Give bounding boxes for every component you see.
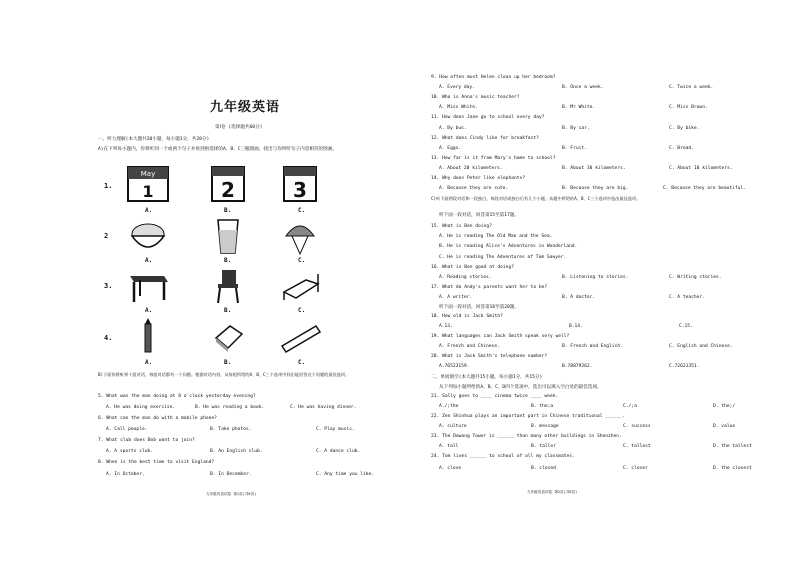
pic-label-2c: C. (298, 257, 306, 264)
calendar-may-1-picture (124, 164, 172, 204)
ice-cream-icon (276, 216, 324, 256)
section1-heading: 一、听力理解(本大题共20小题，每小题1分，共20分) (98, 137, 210, 142)
q9-option-c: C. Twice a week. (669, 85, 714, 90)
pic-label-4a: A. (145, 359, 153, 366)
pic-label-4c: C. (298, 359, 306, 366)
ruler-icon (276, 316, 324, 356)
q11-option-c: C. By bike. (669, 126, 700, 131)
section2-heading: 二、单项填空(本大题共15小题，每小题1分，共15分) (431, 375, 543, 380)
section2-instructions: 从下列每小题所给的A、B、C、D四个选项中，选出可以填入空白处的最佳选项。 (439, 385, 602, 390)
pic-label-1a: A. (145, 207, 153, 214)
right-page-footer: 九年级英语试卷 第2页(共6页) (527, 490, 578, 494)
row-label-3: 3. (104, 282, 113, 290)
question-23: 23. The Dawang Tower is ______ than many other buildings in Shenzhen. (431, 434, 622, 439)
pic-label-3b: B. (224, 307, 232, 314)
calendar-day-a: 1 (142, 182, 154, 201)
question-18: 18. How old is Jack Smith? (431, 314, 503, 319)
pic-label-4b: B. (224, 359, 232, 366)
row-label-4: 4. (104, 334, 113, 342)
q12-option-c: C. Bread. (669, 146, 694, 151)
q14-option-b: B. Because they are big. (562, 186, 629, 191)
exam-title: 九年级英语 (210, 100, 281, 115)
q20-option-a: A.76523159. (439, 364, 470, 369)
q24-option-b: B. closed (531, 466, 556, 471)
question-24: 24. Tom lives ______ to school of all my classmates. (431, 454, 575, 459)
q13-option-a: A. About 20 kilometers. (439, 166, 503, 171)
q20-option-b: B.78879262. (562, 364, 593, 369)
question-10: 10. Who is Anna's music teacher? (431, 95, 520, 100)
question-5: 5. What was the man doing at 8 o'clock yesterday evening? (98, 394, 256, 399)
q11-option-a: A. By bus. (439, 126, 467, 131)
q23-option-b: B. taller (531, 444, 556, 449)
q14-option-c: C. Because they are beautiful. (663, 186, 746, 191)
question-12: 12. What does Cindy like for breakfast? (431, 136, 539, 141)
pic-label-3a: A. (145, 307, 153, 314)
q16-option-a: A. Reading stories. (439, 275, 492, 280)
q6-option-b: B. Take photos. (210, 427, 252, 432)
calendar-may-2-picture (204, 164, 252, 204)
question-13: 13. How far is it from Mary's home to school? (431, 156, 556, 161)
question-7: 7. What club does Bob want to join? (98, 438, 195, 443)
q17-option-a: A. A writer. (439, 295, 473, 300)
row-label-1: 1. (104, 182, 113, 190)
q5-option-c: C. He was having dinner. (290, 405, 357, 410)
bed-icon (276, 266, 324, 306)
q16-option-c: C. Writing stories. (669, 275, 722, 280)
q6-option-c: C. Play music. (316, 427, 355, 432)
sub-instruction-1: 听下面一段对话，回答第15至第17题。 (439, 213, 519, 218)
q24-option-a: A. close (439, 466, 462, 471)
left-page-footer: 九年级英语试卷 第1页(共6页) (206, 492, 257, 496)
q23-option-a: A. tall (439, 444, 459, 449)
calendar-may-3-picture (276, 164, 324, 204)
eraser-icon (204, 316, 252, 356)
section1-a-instructions: A)在下列每小题内，你将听到一个或两个句子并看到供选择的A、B、C三幅图画，找出与你所听句子内容相符的图画。 (98, 147, 337, 152)
section1-b-instructions: B)下面你将听到十组对话，每组对话都有一个问题。根据对话内容，从每组所给的A、B、C三个选项中找出能回答这个问题的最佳选项。 (98, 372, 350, 377)
q10-option-b: B. Mr White. (562, 105, 596, 110)
q22-option-d: D. value (713, 424, 736, 429)
q24-option-d: D. the closest (713, 466, 752, 471)
q7-option-a: A. A sports club. (106, 449, 154, 454)
q17-option-b: B. A doctor. (562, 295, 596, 300)
q8-option-b: B. In December. (210, 472, 252, 477)
q13-option-c: C. About 10 kilometers. (669, 166, 733, 171)
part1-heading: 第Ⅰ卷 (选择题共60分) (215, 125, 263, 130)
q13-option-b: B. About 30 kilometers. (562, 166, 626, 171)
q15-option-b: B. He is reading Alice's Adventures in Wonderland. (439, 244, 578, 249)
question-8: 8. When is the best time to visit England? (98, 460, 215, 465)
q10-option-c: C. Miss Brown. (669, 105, 708, 110)
q23-option-c: C. tallest (623, 444, 651, 449)
pic-label-1c: C. (298, 207, 306, 214)
rice-bowl-icon (124, 216, 172, 256)
q7-option-c: C. A dance club. (316, 449, 361, 454)
question-15: 15. What is Ben doing? (431, 224, 492, 229)
q18-option-a: A.13. (439, 324, 453, 329)
question-22: 22. Zen Shinhua plays an important part in Chinese traditional ______. (431, 414, 625, 419)
row-label-2: 2 (104, 232, 109, 240)
q11-option-b: B. By car. (562, 126, 590, 131)
q20-option-c: C.72621351. (669, 364, 700, 369)
chair-icon (204, 266, 252, 306)
q9-option-b: B. Once a week. (562, 85, 604, 90)
q12-option-b: B. Fruit. (562, 146, 587, 151)
page-right (397, 0, 794, 562)
question-20: 20. What is Jack Smith's telephone number? (431, 354, 548, 359)
q16-option-b: B. Listening to stories. (562, 275, 629, 280)
calendar-month-text: May (140, 170, 156, 178)
q15-option-c: C. He is reading The Adventures of Tom Sawyer. (439, 255, 567, 260)
q17-option-c: C. A teacher. (669, 295, 705, 300)
q19-option-b: B. French and English. (562, 344, 623, 349)
question-9: 9. How often must Helen clean up her bedroom? (431, 75, 556, 80)
q21-option-a: A./;the (439, 404, 459, 409)
question-19: 19. What languages can Jack Smith speak very well? (431, 334, 570, 339)
milk-glass-icon (204, 216, 252, 256)
q21-option-d: D. the;/ (713, 404, 736, 409)
q9-option-a: A. Every day. (439, 85, 475, 90)
pencil-icon (124, 316, 172, 356)
q5-option-b: B. He was reading a book. (195, 405, 265, 410)
q19-option-c: C. English and Chinese. (669, 344, 733, 349)
question-16: 16. What is Ben good at doing? (431, 265, 514, 270)
question-17: 17. What do Andy's parents want her to be? (431, 285, 548, 290)
q5-option-a: A. He was doing exercise. (106, 405, 176, 410)
question-11: 11. How does Jane go to school every day? (431, 115, 545, 120)
calendar-day-c: 3 (293, 178, 307, 202)
q8-option-a: A. In October. (106, 472, 145, 477)
q22-option-b: B. message (531, 424, 559, 429)
q18-option-b: B.14. (569, 324, 583, 329)
q23-option-d: D. the tallest (713, 444, 752, 449)
q21-option-c: C./;a (623, 404, 637, 409)
question-21: 21. Sally goes to ____ cinema twice ____ week. (431, 394, 559, 399)
pic-label-1b: B. (224, 207, 232, 214)
q22-option-a: A. culture (439, 424, 467, 429)
q15-option-a: A. He is reading The Old Man and the Sea. (439, 234, 553, 239)
q24-option-c: C. closer (623, 466, 648, 471)
pic-label-2a: A. (145, 257, 153, 264)
q19-option-a: A. French and Chinese. (439, 344, 500, 349)
q7-option-b: B. An English club. (210, 449, 263, 454)
q18-option-c: C.15. (679, 324, 693, 329)
q22-option-c: C. success (623, 424, 651, 429)
q21-option-b: B. the;a (531, 404, 554, 409)
section-c-instructions: C)听下面两段对话和一段独白，每段对话或独白后有几个小题，从题中所给的A、B、C三个选项中选出最佳选项。 (431, 196, 641, 201)
pic-label-2b: B. (224, 257, 232, 264)
question-6: 6. What can the man do with a mobile phone? (98, 416, 217, 421)
question-14: 14. Why does Peter like elephants? (431, 176, 526, 181)
q8-option-c: C. Any time you like. (316, 472, 375, 477)
q10-option-a: A. Miss White. (439, 105, 478, 110)
q12-option-a: A. Eggs. (439, 146, 462, 151)
q6-option-a: A. Call people. (106, 427, 148, 432)
sub-instruction-2: 听下面一段对话，回答第18至第20题。 (439, 305, 519, 310)
pic-label-3c: C. (298, 307, 306, 314)
calendar-day-b: 2 (221, 178, 235, 202)
q14-option-a: A. Because they are cute. (439, 186, 509, 191)
table-icon (124, 266, 172, 306)
